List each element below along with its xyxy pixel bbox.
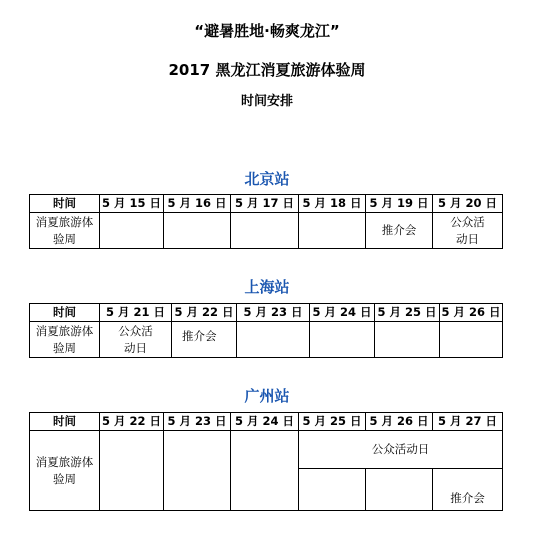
table-cell (100, 213, 164, 249)
date-header: 5 月 24 日 (310, 304, 375, 322)
row-label: 消夏旅游体验周 (30, 322, 100, 358)
date-header: 5 月 19 日 (366, 195, 433, 213)
station-title-guangzhou: 广州站 (244, 387, 290, 405)
table-cell (164, 213, 231, 249)
table-cell: 推介会 (366, 213, 433, 249)
table-header-row (30, 195, 503, 213)
column-header-time: 时间 (30, 413, 100, 431)
date-header: 5 月 22 日 (100, 413, 164, 431)
date-header: 5 月 15 日 (100, 195, 164, 213)
date-header: 5 月 16 日 (164, 195, 231, 213)
date-header: 5 月 25 日 (299, 413, 366, 431)
station-title-shanghai: 上海站 (244, 278, 290, 296)
page-title-slogan: “避暑胜地·畅爽龙江” (194, 22, 340, 40)
table-cell (310, 322, 375, 358)
date-header: 5 月 17 日 (231, 195, 299, 213)
table-cell (440, 322, 503, 358)
table-row (30, 213, 503, 249)
table-header-row (30, 304, 503, 322)
date-header: 5 月 23 日 (237, 304, 310, 322)
column-header-time: 时间 (30, 195, 100, 213)
table-cell (375, 322, 440, 358)
date-header: 5 月 21 日 (100, 304, 172, 322)
table-header-row (30, 413, 503, 431)
date-header: 5 月 24 日 (231, 413, 299, 431)
row-label: 消夏旅游体验周 (30, 431, 100, 511)
station-title-beijing: 北京站 (244, 170, 290, 188)
table-cell (164, 431, 231, 511)
date-header: 5 月 18 日 (299, 195, 366, 213)
date-header: 5 月 22 日 (172, 304, 237, 322)
table-cell: 推介会 (433, 469, 503, 511)
schedule-table-guangzhou (29, 412, 503, 511)
table-cell (366, 469, 433, 511)
schedule-table-beijing (29, 194, 503, 249)
schedule-table-shanghai (29, 303, 503, 358)
column-header-time: 时间 (30, 304, 100, 322)
table-cell (299, 213, 366, 249)
merged-event-cell: 公众活动日 (299, 431, 503, 469)
table-cell (299, 469, 366, 511)
row-label: 消夏旅游体验周 (30, 213, 100, 249)
table-cell (100, 431, 164, 511)
date-header: 5 月 20 日 (433, 195, 503, 213)
date-header: 5 月 26 日 (440, 304, 503, 322)
table-row (30, 431, 503, 469)
date-header: 5 月 27 日 (433, 413, 503, 431)
table-cell (231, 431, 299, 511)
date-header: 5 月 25 日 (375, 304, 440, 322)
date-header: 5 月 23 日 (164, 413, 231, 431)
table-cell (231, 213, 299, 249)
page-title: 2017 黑龙江消夏旅游体验周 (168, 61, 366, 79)
table-cell (237, 322, 310, 358)
date-header: 5 月 26 日 (366, 413, 433, 431)
table-row (30, 322, 503, 358)
page-subtitle: 时间安排 (240, 94, 293, 109)
table-cell: 推介会 (172, 322, 237, 358)
table-cell: 公众活动日 (100, 322, 172, 358)
table-cell: 公众活动日 (433, 213, 503, 249)
